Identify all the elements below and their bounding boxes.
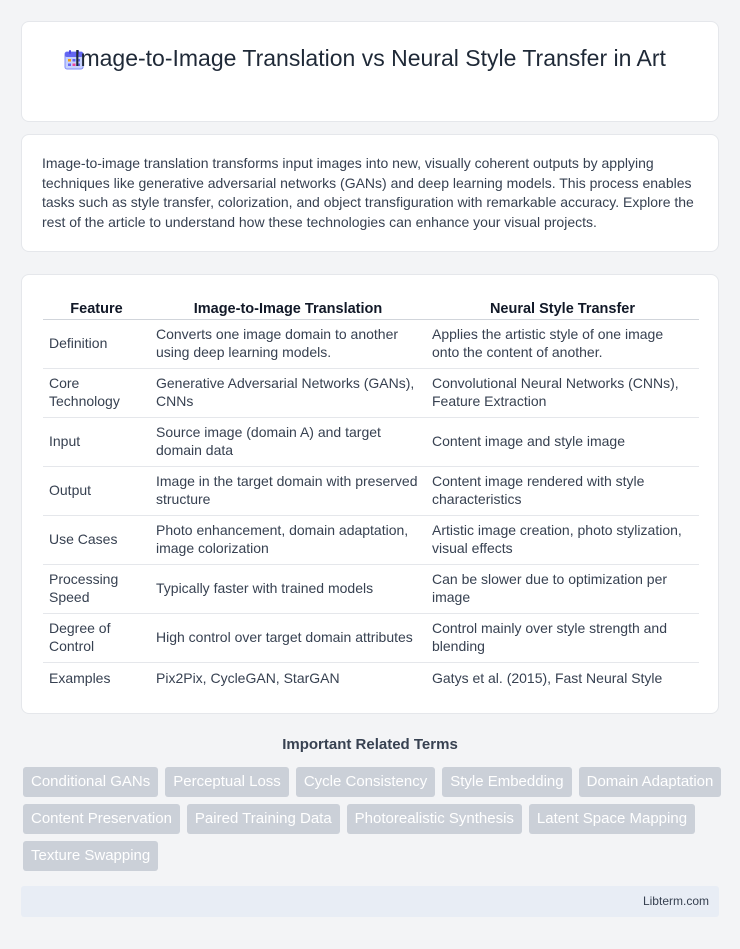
related-term-tag[interactable]: Paired Training Data (187, 804, 340, 834)
table-row (43, 515, 699, 564)
comparison-card (21, 274, 719, 714)
nst-cell: Content image and style image (426, 417, 699, 466)
related-term-tag[interactable]: Texture Swapping (23, 841, 158, 871)
related-term-tag[interactable]: Photorealistic Synthesis (347, 804, 522, 834)
feature-cell: Degree of Control (43, 613, 150, 662)
nst-cell: Can be slower due to optimization per image (426, 564, 699, 613)
nst-cell: Content image rendered with style characteristics (426, 466, 699, 515)
table-header-row (43, 297, 699, 319)
related-terms-list (23, 767, 723, 871)
feature-cell: Core Technology (43, 368, 150, 417)
table-row (43, 368, 699, 417)
related-term-tag[interactable]: Conditional GANs (23, 767, 158, 797)
table-row (43, 417, 699, 466)
feature-cell: Input (43, 417, 150, 466)
page-title: Image-to-Image Translation vs Neural Style Transfer in Art (74, 45, 666, 71)
table-row (43, 613, 699, 662)
related-term-tag[interactable]: Latent Space Mapping (529, 804, 695, 834)
nst-cell: Applies the artistic style of one image onto the content of another. (426, 319, 699, 368)
footer (21, 886, 719, 917)
i2i-cell: Image in the target domain with preserved structure (150, 466, 426, 515)
feature-cell: Definition (43, 319, 150, 368)
i2i-cell: Source image (domain A) and target domain data (150, 417, 426, 466)
i2i-cell: High control over target domain attributes (150, 613, 426, 662)
i2i-cell: Converts one image domain to another using deep learning models. (150, 319, 426, 368)
intro-card (21, 134, 719, 252)
table-row (43, 662, 699, 695)
related-term-tag[interactable]: Perceptual Loss (165, 767, 289, 797)
feature-cell: Examples (49, 670, 111, 686)
i2i-cell: Photo enhancement, domain adaptation, image colorization (150, 515, 426, 564)
column-header: Feature (43, 297, 150, 319)
i2i-cell: Generative Adversarial Networks (GANs), CNNs (150, 368, 426, 417)
column-header: Neural Style Transfer (426, 297, 699, 319)
table-row (43, 466, 699, 515)
title-card (21, 21, 719, 122)
nst-cell: Convolutional Neural Networks (CNNs), Feature Extraction (426, 368, 699, 417)
footer-site-link[interactable]: Libterm.com (642, 894, 709, 908)
related-term-tag[interactable]: Style Embedding (442, 767, 571, 797)
nst-cell: Gatys et al. (2015), Fast Neural Style (432, 670, 663, 686)
column-header: Image-to-Image Translation (150, 297, 426, 319)
related-term-tag[interactable]: Content Preservation (23, 804, 180, 834)
nst-cell: Artistic image creation, photo stylization, visual effects (426, 515, 699, 564)
table-row (43, 319, 699, 368)
related-term-tag[interactable]: Domain Adaptation (579, 767, 722, 797)
nst-cell: Control mainly over style strength and blending (426, 613, 699, 662)
feature-cell: Processing Speed (43, 564, 150, 613)
feature-cell: Output (43, 466, 150, 515)
intro-paragraph: Image-to-image translation transforms input images into new, visually coherent outputs by applying techniques like generative adversarial networks (GANs) and deep learning models. This process enables tasks such as style transfer, colorization, and object transfiguration with remarkable accuracy. Explore the rest of the article to understand how these technologies can enhance your visual projects. (42, 155, 694, 230)
i2i-cell: Pix2Pix, CycleGAN, StarGAN (156, 670, 340, 686)
related-term-tag[interactable]: Cycle Consistency (296, 767, 435, 797)
related-terms-heading: Important Related Terms (282, 736, 458, 753)
comparison-table (43, 297, 699, 695)
table-row (43, 564, 699, 613)
feature-cell: Use Cases (43, 515, 150, 564)
i2i-cell: Typically faster with trained models (150, 564, 426, 613)
